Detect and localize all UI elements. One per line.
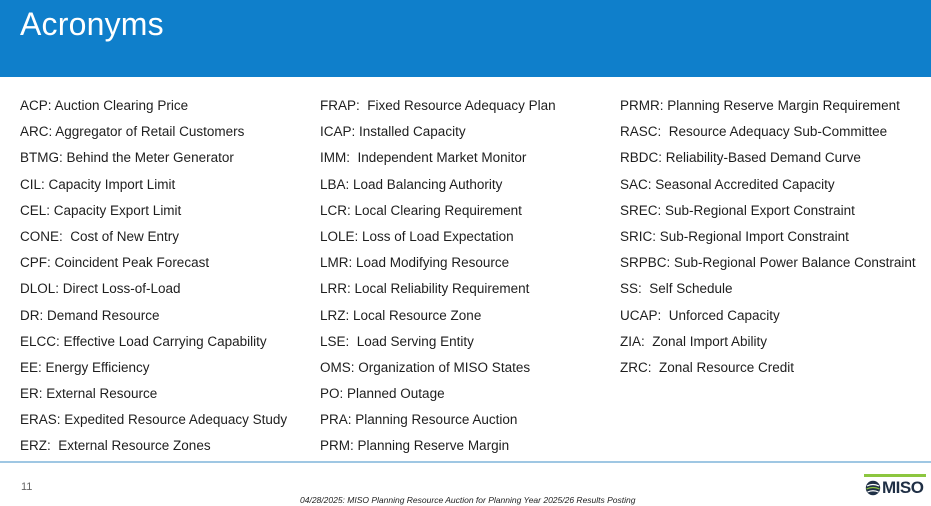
- acronym-item: CIL: Capacity Import Limit: [20, 176, 176, 192]
- acronym-item: LRZ: Local Resource Zone: [320, 307, 482, 323]
- acronym-item: EE: Energy Efficiency: [20, 359, 150, 375]
- acronym-item: RASC: Resource Adequacy Sub-Committee: [620, 124, 888, 140]
- acronym-column-2: [320, 93, 556, 460]
- acronym-item: PRA: Planning Resource Auction: [320, 412, 518, 428]
- acronym-item: CONE: Cost of New Entry: [20, 228, 180, 244]
- acronym-item: PRMR: Planning Reserve Margin Requirement: [620, 98, 900, 113]
- acronym-item: LOLE: Loss of Load Expectation: [320, 228, 514, 244]
- page-title: Acronyms: [20, 6, 164, 42]
- acronym-item: DR: Demand Resource: [20, 307, 160, 323]
- acronym-item: ELCC: Effective Load Carrying Capability: [20, 333, 267, 349]
- acronym-item: DLOL: Direct Loss-of-Load: [20, 281, 181, 297]
- footer-caption: 04/28/2025: MISO Planning Resource Auction for Planning Year 2025/26 Results Posting: [300, 495, 636, 505]
- acronym-item: ZIA: Zonal Import Ability: [620, 333, 768, 349]
- footer-divider: [0, 461, 931, 463]
- acronym-item: LCR: Local Clearing Requirement: [320, 202, 522, 218]
- acronym-item: BTMG: Behind the Meter Generator: [20, 150, 234, 166]
- miso-globe-icon: [865, 480, 881, 496]
- acronym-column-1: [20, 93, 287, 460]
- acronym-item: PO: Planned Outage: [320, 386, 445, 402]
- acronym-item: UCAP: Unforced Capacity: [620, 307, 780, 323]
- acronym-item: ERZ: External Resource Zones: [20, 438, 211, 454]
- acronym-item: ZRC: Zonal Resource Credit: [620, 359, 795, 375]
- acronym-column-3: [620, 93, 916, 381]
- acronym-item: CEL: Capacity Export Limit: [20, 202, 182, 218]
- acronym-item: ERAS: Expedited Resource Adequacy Study: [20, 412, 288, 428]
- acronym-item: ER: External Resource: [20, 386, 158, 402]
- logo-wordmark: MISO: [882, 478, 924, 497]
- acronym-item: OMS: Organization of MISO States: [320, 359, 531, 375]
- acronym-item: CPF: Coincident Peak Forecast: [20, 255, 210, 271]
- acronym-item: LRR: Local Reliability Requirement: [320, 281, 530, 297]
- page-number: 11: [21, 481, 33, 493]
- acronym-item: FRAP: Fixed Resource Adequacy Plan: [320, 98, 556, 113]
- acronym-item: LBA: Load Balancing Authority: [320, 176, 503, 192]
- acronym-item: SRIC: Sub-Regional Import Constraint: [620, 228, 849, 244]
- acronym-item: SAC: Seasonal Accredited Capacity: [620, 176, 835, 192]
- acronym-item: LMR: Load Modifying Resource: [320, 255, 510, 271]
- acronym-item: IMM: Independent Market Monitor: [320, 150, 527, 166]
- acronym-item: PRM: Planning Reserve Margin: [320, 438, 510, 454]
- acronym-item: SRPBC: Sub-Regional Power Balance Constraint: [620, 255, 916, 271]
- acronym-item: ICAP: Installed Capacity: [320, 124, 466, 140]
- acronym-item: LSE: Load Serving Entity: [320, 333, 474, 349]
- miso-logo: [864, 474, 926, 498]
- title-bar: [0, 0, 931, 77]
- acronym-item: ACP: Auction Clearing Price: [20, 98, 189, 113]
- acronym-item: RBDC: Reliability-Based Demand Curve: [620, 150, 861, 166]
- acronym-item: SREC: Sub-Regional Export Constraint: [620, 202, 855, 218]
- acronym-item: ARC: Aggregator of Retail Customers: [20, 124, 245, 140]
- acronym-item: SS: Self Schedule: [620, 281, 733, 297]
